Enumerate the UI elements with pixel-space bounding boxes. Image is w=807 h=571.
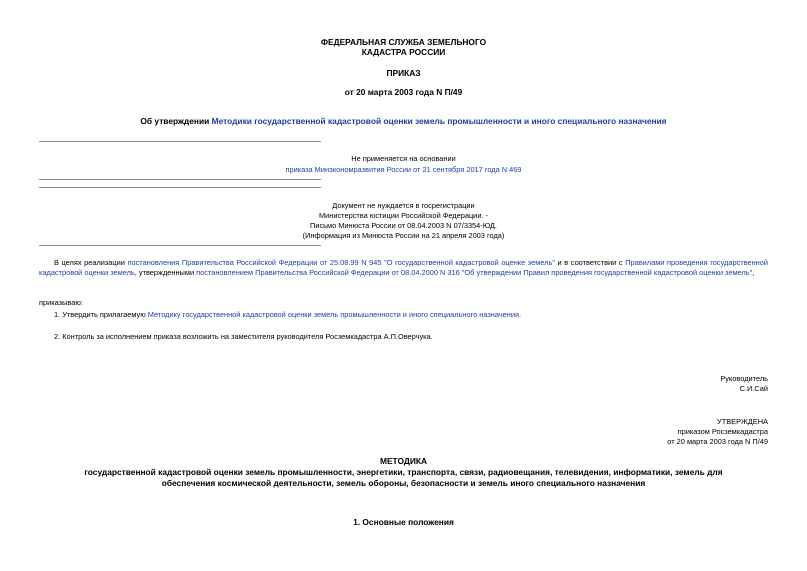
status-note: Не применяется на основании	[351, 154, 456, 163]
divider-line	[39, 179, 321, 180]
item-text: .	[519, 310, 522, 319]
preamble-text: и в соответствии с	[554, 258, 626, 267]
methodology-title: МЕТОДИКА	[379, 456, 428, 466]
agency-name-line1: ФЕДЕРАЛЬНАЯ СЛУЖБА ЗЕМЕЛЬНОГО	[320, 37, 487, 47]
divider-line	[39, 141, 321, 142]
preamble-text: ,	[752, 268, 755, 277]
preamble-paragraph	[39, 258, 768, 278]
document-date: от 20 марта 2003 года N П/49	[344, 87, 463, 97]
preamble-text: , утвержденными	[134, 268, 197, 277]
divider-line	[39, 187, 321, 188]
signature-name: С.И.Сай	[739, 384, 768, 393]
registration-note-line3: Письмо Минюста России от 08.04.2003 N 07/3354-ЮД.	[310, 221, 497, 230]
status-order-link[interactable]: приказа Минэкономразвития России от 21 сентября 2017 года N 469	[285, 165, 522, 174]
registration-note-line2: Министерства юстиции Российской Федерации. -	[318, 211, 489, 220]
registration-note-line4: (Информация из Минюста России на 21 апреля 2003 года)	[302, 231, 505, 240]
order-item-1	[54, 310, 521, 320]
document-title	[0, 116, 807, 127]
document-type: ПРИКАЗ	[386, 68, 421, 78]
methodology-subtitle-line2: обеспечения космической деятельности, земель обороны, безопасности и земель иного специального назначения	[161, 478, 646, 488]
methodology-link[interactable]: Методику государственной кадастровой оценки земель промышленности и иного специального назначения	[147, 310, 520, 319]
rules-link[interactable]: Правилами проведения государственной кадастровой оценки земель	[39, 258, 769, 277]
decree-945-link[interactable]: постановления Правительства Российской Федерации от 25.08.99 N 945 "О государственной кадастровой оценке земель"	[127, 258, 555, 267]
item-text: 1. Утвердить прилагаемую	[54, 310, 148, 319]
section-heading: 1. Основные положения	[353, 517, 454, 527]
order-word: приказываю:	[39, 298, 83, 307]
title-methodology-link[interactable]: Методики государственной кадастровой оценки земель промышленности и иного специального назначения	[211, 116, 667, 126]
signature-role: Руководитель	[720, 374, 768, 383]
registration-note-line1: Документ не нуждается в госрегистрации	[332, 201, 475, 210]
divider-line	[39, 245, 321, 246]
methodology-subtitle-line1: государственной кадастровой оценки земель промышленности, энергетики, транспорта, связи, радиовещания, телевидения, информатики, земель для	[84, 467, 723, 477]
title-prefix: Об утверждении	[140, 116, 212, 126]
agency-name-line2: КАДАСТРА РОССИИ	[361, 47, 446, 57]
order-item-2: 2. Контроль за исполнением приказа возложить на заместителя руководителя Росземкадастра А.П.Оверчука.	[54, 332, 433, 341]
approval-line3: от 20 марта 2003 года N П/49	[667, 437, 768, 446]
preamble-text: В целях реализации	[54, 258, 128, 267]
decree-316-link[interactable]: постановлением Правительства Российской Федерации от 08.04.2000 N 316 "Об утверждении Правил проведения государственной кадастровой оценки земель"	[196, 268, 753, 277]
approval-line1: УТВЕРЖДЕНА	[717, 417, 768, 426]
approval-line2: приказом Росземкадастра	[677, 427, 768, 436]
